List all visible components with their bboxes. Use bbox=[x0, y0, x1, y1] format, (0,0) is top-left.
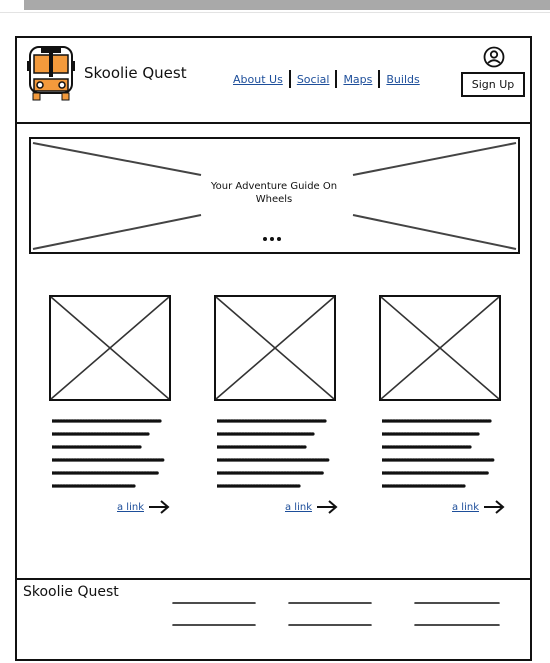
card-link[interactable]: a link bbox=[117, 501, 144, 513]
placeholder-text-block bbox=[52, 418, 172, 493]
arrow-right-icon[interactable] bbox=[483, 500, 505, 514]
card-link-row bbox=[452, 500, 505, 514]
nav-link-maps[interactable]: Maps bbox=[343, 72, 373, 86]
carousel-dot[interactable] bbox=[263, 237, 267, 241]
browser-divider bbox=[0, 12, 550, 13]
nav-link-builds[interactable]: Builds bbox=[386, 72, 420, 86]
browser-scroll-shade bbox=[24, 0, 550, 10]
browser-top-bar bbox=[0, 0, 550, 12]
placeholder-text-block bbox=[217, 418, 337, 493]
placeholder-text-block bbox=[382, 418, 502, 493]
carousel-dot[interactable] bbox=[270, 237, 274, 241]
main-nav bbox=[227, 70, 426, 88]
sign-up-button[interactable]: Sign Up bbox=[461, 72, 525, 97]
brand-name: Skoolie Quest bbox=[84, 64, 187, 82]
nav-link-social[interactable]: Social bbox=[296, 72, 330, 86]
carousel-dot[interactable] bbox=[277, 237, 281, 241]
arrow-right-icon[interactable] bbox=[316, 500, 338, 514]
image-placeholder-icon bbox=[49, 295, 171, 401]
image-placeholder-icon bbox=[214, 295, 336, 401]
nav-link-about-us[interactable]: About Us bbox=[233, 72, 283, 86]
carousel-dots[interactable] bbox=[263, 237, 281, 241]
hero-tagline-line-2: Wheels bbox=[255, 194, 293, 205]
arrow-right-icon[interactable] bbox=[148, 500, 170, 514]
card-link-row bbox=[285, 500, 338, 514]
footer-brand-name: Skoolie Quest bbox=[23, 584, 119, 600]
hero-banner bbox=[29, 137, 520, 254]
card-link[interactable]: a link bbox=[285, 501, 312, 513]
card-link-row bbox=[117, 500, 170, 514]
image-placeholder-icon bbox=[379, 295, 501, 401]
hero-tagline bbox=[208, 177, 340, 209]
user-icon[interactable] bbox=[483, 46, 505, 68]
school-bus-icon[interactable] bbox=[27, 43, 75, 101]
site-footer bbox=[15, 578, 532, 661]
footer-link-placeholders bbox=[15, 580, 530, 660]
site-header bbox=[15, 36, 532, 124]
card-link[interactable]: a link bbox=[452, 501, 479, 513]
hero-tagline-line-1: Your Adventure Guide On bbox=[210, 181, 338, 192]
